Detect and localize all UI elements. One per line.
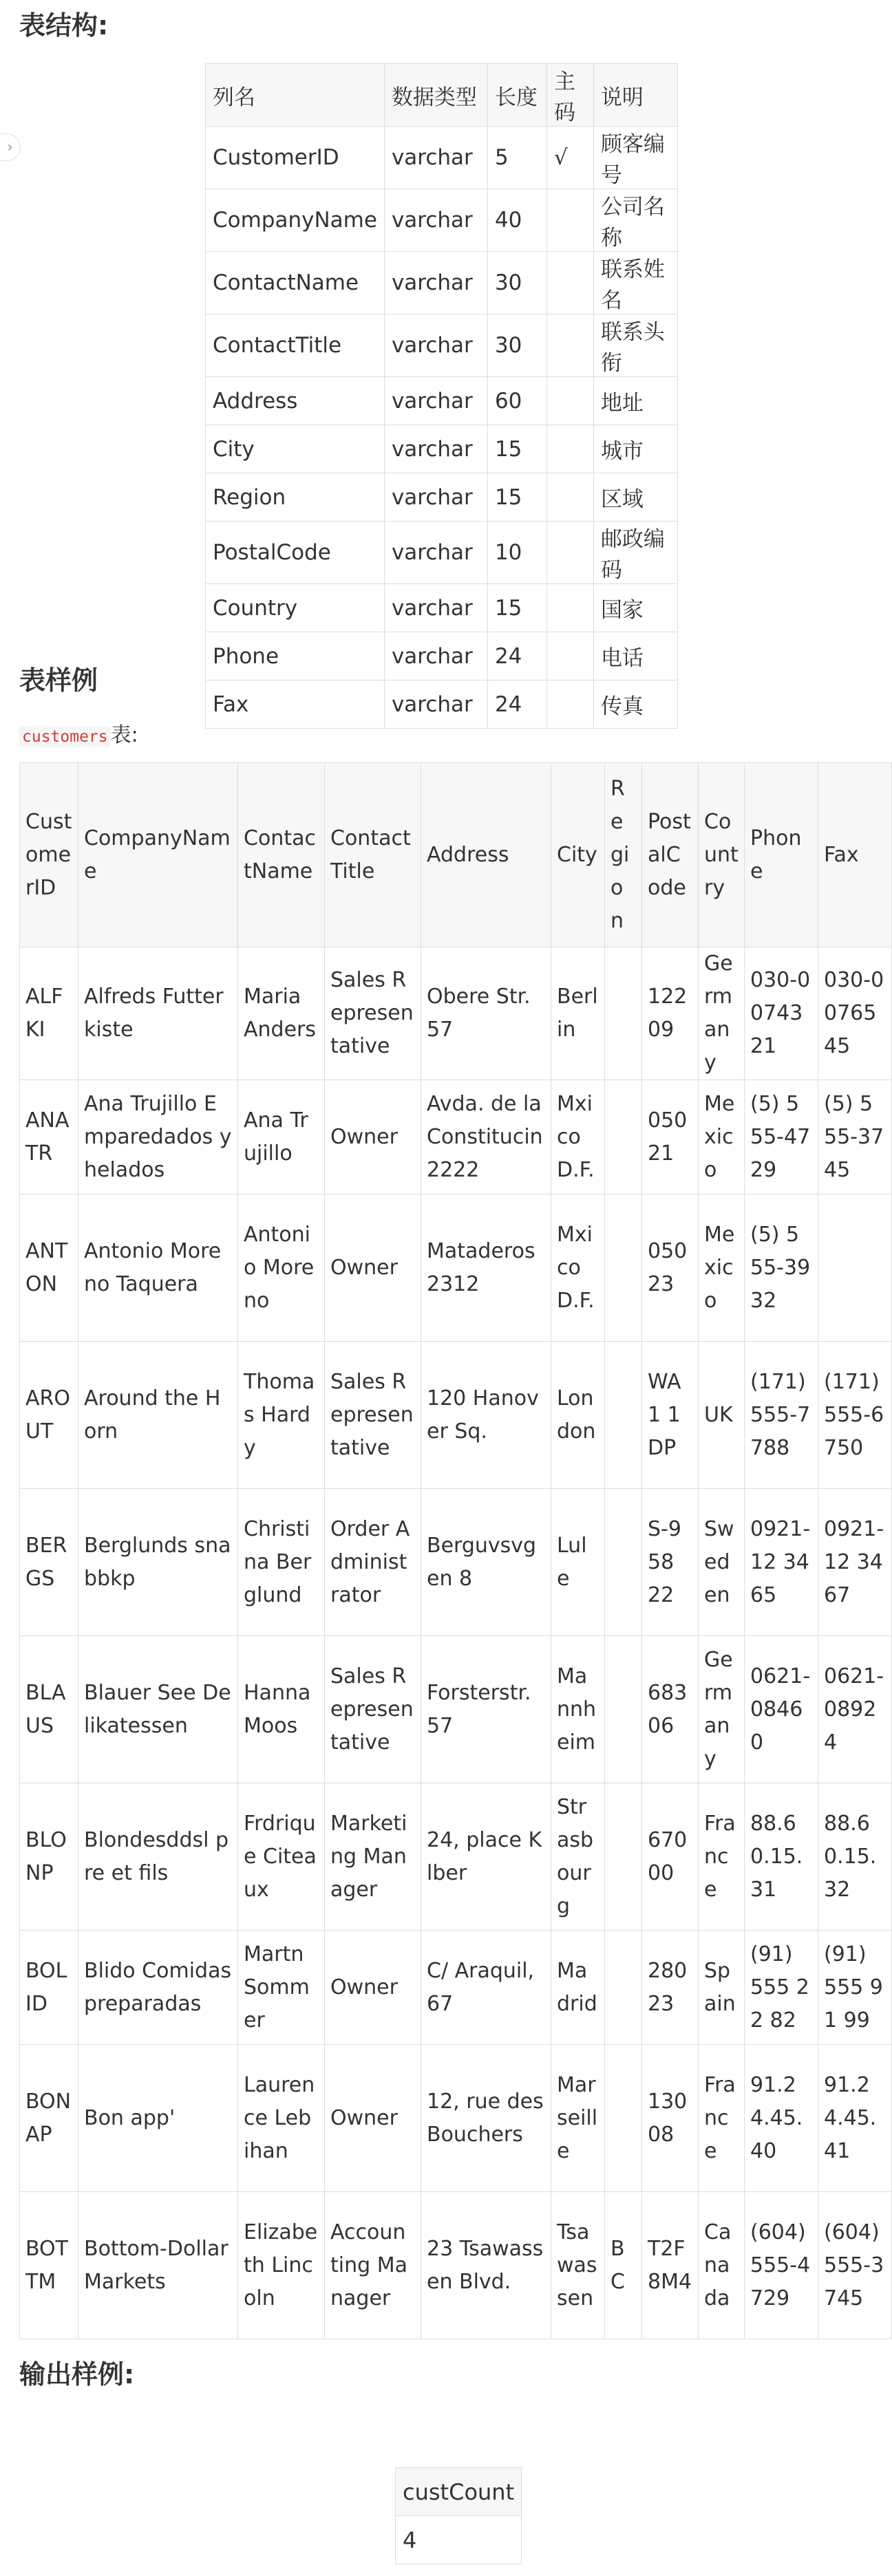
header-cell: PostalCode xyxy=(642,763,699,947)
header-cell: Country xyxy=(699,763,745,947)
table-cell: Owner xyxy=(325,1080,421,1194)
table-cell: (91) 555 22 82 xyxy=(745,1931,818,2045)
table-cell: Mxico D.F. xyxy=(551,1080,605,1194)
table-cell: 15 xyxy=(487,584,546,632)
table-cell: 国家 xyxy=(593,584,677,632)
table-cell: 城市 xyxy=(593,425,677,473)
table-row xyxy=(206,522,678,584)
table-cell: 0621-08460 xyxy=(745,1636,818,1783)
table-cell xyxy=(546,632,593,680)
sample-header-row xyxy=(20,763,892,947)
table-cell: Frdrique Citeaux xyxy=(238,1783,325,1931)
header-cell: 说明 xyxy=(593,64,677,127)
table-cell: Bon app' xyxy=(78,2045,238,2192)
table-cell xyxy=(546,252,593,314)
table-cell: 0921-12 34 65 xyxy=(745,1489,818,1636)
table-cell: WA1 1DP xyxy=(642,1342,699,1489)
table-cell: varchar xyxy=(384,473,487,522)
table-cell: BOTTM xyxy=(20,2192,78,2339)
table-cell: 地址 xyxy=(593,377,677,425)
table-cell: 24 xyxy=(487,632,546,680)
table-row xyxy=(206,632,678,680)
table-cell: 30 xyxy=(487,314,546,377)
chevron-right-icon: › xyxy=(7,138,13,156)
table-row xyxy=(20,2192,892,2339)
table-name-code: customers xyxy=(19,727,111,747)
table-cell: Elizabeth Lincoln xyxy=(238,2192,325,2339)
table-row xyxy=(20,1636,892,1783)
table-cell: 28023 xyxy=(642,1931,699,2045)
header-cell: 主码 xyxy=(546,64,593,127)
header-cell: Region xyxy=(605,763,642,947)
table-cell: 公司名称 xyxy=(593,189,677,252)
table-cell: London xyxy=(551,1342,605,1489)
header-cell: Address xyxy=(421,763,551,947)
table-cell: Blondesddsl pre et fils xyxy=(78,1783,238,1931)
sample-caption xyxy=(19,720,138,753)
table-cell: France xyxy=(699,2045,745,2192)
table-row xyxy=(20,1342,892,1489)
table-cell: Sales Representative xyxy=(325,947,421,1080)
table-cell: Marseille xyxy=(551,2045,605,2192)
header-cell: CompanyName xyxy=(78,763,238,947)
table-cell: 联系姓名 xyxy=(593,252,677,314)
table-row xyxy=(20,1194,892,1342)
table-cell xyxy=(605,1783,642,1931)
table-cell: Mannheim xyxy=(551,1636,605,1783)
table-cell: Lule xyxy=(551,1489,605,1636)
table-cell: (5) 555-4729 xyxy=(745,1080,818,1194)
header-cell: 列名 xyxy=(206,64,385,127)
table-cell: BLAUS xyxy=(20,1636,78,1783)
table-cell: T2F 8M4 xyxy=(642,2192,699,2339)
table-cell: 24, place Klber xyxy=(421,1783,551,1931)
table-cell xyxy=(546,425,593,473)
header-cell: CustomerID xyxy=(20,763,78,947)
table-cell: Around the Horn xyxy=(78,1342,238,1489)
table-cell: Mexico xyxy=(699,1194,745,1342)
table-cell: 13008 xyxy=(642,2045,699,2192)
table-cell: Mataderos 2312 xyxy=(421,1194,551,1342)
table-cell: Forsterstr. 57 xyxy=(421,1636,551,1783)
table-cell: Ana Trujillo Emparedados y helados xyxy=(78,1080,238,1194)
structure-table xyxy=(205,63,678,729)
table-cell: France xyxy=(699,1783,745,1931)
table-cell: Owner xyxy=(325,1931,421,2045)
table-cell: 12, rue des Bouchers xyxy=(421,2045,551,2192)
table-cell: 4 xyxy=(396,2516,522,2564)
table-cell: Sweden xyxy=(699,1489,745,1636)
table-cell: Maria Anders xyxy=(238,947,325,1080)
table-cell: 15 xyxy=(487,425,546,473)
table-cell: 12209 xyxy=(642,947,699,1080)
table-cell xyxy=(605,1342,642,1489)
table-row xyxy=(396,2516,522,2564)
output-header-row xyxy=(396,2468,522,2516)
table-cell: BONAP xyxy=(20,2045,78,2192)
table-cell: CustomerID xyxy=(206,127,385,189)
table-cell: varchar xyxy=(384,632,487,680)
table-cell: varchar xyxy=(384,127,487,189)
table-cell: Berlin xyxy=(551,947,605,1080)
header-cell: Fax xyxy=(818,763,892,947)
table-cell: 23 Tsawassen Blvd. xyxy=(421,2192,551,2339)
sidebar-toggle-button[interactable] xyxy=(0,133,21,161)
table-row xyxy=(206,473,678,522)
table-cell: varchar xyxy=(384,425,487,473)
table-cell: Fax xyxy=(206,680,385,729)
table-cell: AROUT xyxy=(20,1342,78,1489)
table-cell: C/ Araquil, 67 xyxy=(421,1931,551,2045)
table-cell: √ xyxy=(546,127,593,189)
table-cell: 0621-08924 xyxy=(818,1636,892,1783)
table-row xyxy=(206,584,678,632)
table-cell: 传真 xyxy=(593,680,677,729)
table-row xyxy=(206,189,678,252)
table-cell: (171) 555-6750 xyxy=(818,1342,892,1489)
table-cell: 030-0074321 xyxy=(745,947,818,1080)
table-cell: 0921-12 34 67 xyxy=(818,1489,892,1636)
table-cell: Sales Representative xyxy=(325,1636,421,1783)
caption-suffix: 表: xyxy=(110,723,138,747)
table-cell: 91.24.45.41 xyxy=(818,2045,892,2192)
table-cell: UK xyxy=(699,1342,745,1489)
table-cell: 120 Hanover Sq. xyxy=(421,1342,551,1489)
table-cell: Marketing Manager xyxy=(325,1783,421,1931)
table-cell: varchar xyxy=(384,314,487,377)
table-cell: Mexico xyxy=(699,1080,745,1194)
output-heading: 输出样例: xyxy=(19,2359,135,2390)
table-cell: 05021 xyxy=(642,1080,699,1194)
table-cell xyxy=(605,1489,642,1636)
table-cell: 电话 xyxy=(593,632,677,680)
table-cell: varchar xyxy=(384,584,487,632)
table-cell: Germany xyxy=(699,1636,745,1783)
table-cell: 60 xyxy=(487,377,546,425)
table-cell: Phone xyxy=(206,632,385,680)
table-row xyxy=(206,127,678,189)
table-cell: 区域 xyxy=(593,473,677,522)
table-cell: Hanna Moos xyxy=(238,1636,325,1783)
table-cell: varchar xyxy=(384,680,487,729)
table-cell: CompanyName xyxy=(206,189,385,252)
table-cell: 5 xyxy=(487,127,546,189)
table-cell xyxy=(546,522,593,584)
table-row xyxy=(206,252,678,314)
table-cell xyxy=(605,1931,642,2045)
table-cell: Country xyxy=(206,584,385,632)
table-cell: 88.60.15.31 xyxy=(745,1783,818,1931)
table-cell: Tsawassen xyxy=(551,2192,605,2339)
table-cell: varchar xyxy=(384,252,487,314)
table-cell: Ana Trujillo xyxy=(238,1080,325,1194)
table-cell: Obere Str. 57 xyxy=(421,947,551,1080)
table-cell: Laurence Lebihan xyxy=(238,2045,325,2192)
table-cell: BC xyxy=(605,2192,642,2339)
structure-heading: 表结构: xyxy=(19,10,109,41)
table-cell: Madrid xyxy=(551,1931,605,2045)
table-cell xyxy=(546,377,593,425)
table-cell: 40 xyxy=(487,189,546,252)
table-cell: varchar xyxy=(384,522,487,584)
table-row xyxy=(206,425,678,473)
table-row xyxy=(206,314,678,377)
table-row xyxy=(20,947,892,1080)
table-cell: Spain xyxy=(699,1931,745,2045)
table-cell: Order Administrator xyxy=(325,1489,421,1636)
output-table xyxy=(395,2467,522,2564)
table-cell: Owner xyxy=(325,2045,421,2192)
table-cell: ALFKI xyxy=(20,947,78,1080)
table-cell: 顾客编号 xyxy=(593,127,677,189)
table-cell: Region xyxy=(206,473,385,522)
table-cell: 05023 xyxy=(642,1194,699,1342)
table-cell: Antonio Moreno Taquera xyxy=(78,1194,238,1342)
table-cell: ContactTitle xyxy=(206,314,385,377)
table-cell: 67000 xyxy=(642,1783,699,1931)
table-cell: Blido Comidas preparadas xyxy=(78,1931,238,2045)
table-cell: 10 xyxy=(487,522,546,584)
table-cell: Owner xyxy=(325,1194,421,1342)
table-cell: BLONP xyxy=(20,1783,78,1931)
table-row xyxy=(20,1080,892,1194)
header-cell: custCount xyxy=(396,2468,522,2516)
table-cell: ANTON xyxy=(20,1194,78,1342)
header-cell: Phone xyxy=(745,763,818,947)
table-cell xyxy=(605,1636,642,1783)
table-cell: 030-0076545 xyxy=(818,947,892,1080)
table-cell: varchar xyxy=(384,377,487,425)
sample-table xyxy=(19,762,892,2339)
table-cell: Canada xyxy=(699,2192,745,2339)
table-cell xyxy=(546,314,593,377)
table-cell: Address xyxy=(206,377,385,425)
table-cell: (604) 555-4729 xyxy=(745,2192,818,2339)
table-cell: Avda. de la Constitucin 2222 xyxy=(421,1080,551,1194)
table-cell: Accounting Manager xyxy=(325,2192,421,2339)
table-cell: S-958 22 xyxy=(642,1489,699,1636)
header-cell: ContactName xyxy=(238,763,325,947)
table-row xyxy=(20,2045,892,2192)
table-cell xyxy=(546,680,593,729)
table-cell: Germany xyxy=(699,947,745,1080)
table-cell: Strasbourg xyxy=(551,1783,605,1931)
table-cell: Antonio Moreno xyxy=(238,1194,325,1342)
table-cell: BOLID xyxy=(20,1931,78,2045)
table-cell: ContactName xyxy=(206,252,385,314)
table-cell: Berglunds snabbkp xyxy=(78,1489,238,1636)
table-cell: varchar xyxy=(384,189,487,252)
header-cell: ContactTitle xyxy=(325,763,421,947)
table-cell: 68306 xyxy=(642,1636,699,1783)
table-cell: Christina Berglund xyxy=(238,1489,325,1636)
table-cell: 联系头衔 xyxy=(593,314,677,377)
table-cell: Bottom-Dollar Markets xyxy=(78,2192,238,2339)
table-cell xyxy=(818,1194,892,1342)
table-cell: PostalCode xyxy=(206,522,385,584)
table-cell xyxy=(546,189,593,252)
table-cell: (604) 555-3745 xyxy=(818,2192,892,2339)
table-cell: 88.60.15.32 xyxy=(818,1783,892,1931)
table-cell xyxy=(605,2045,642,2192)
table-cell: Martn Sommer xyxy=(238,1931,325,2045)
table-row xyxy=(20,1489,892,1636)
table-cell: 24 xyxy=(487,680,546,729)
table-cell: 30 xyxy=(487,252,546,314)
table-cell: Alfreds Futterkiste xyxy=(78,947,238,1080)
table-cell: BERGS xyxy=(20,1489,78,1636)
sample-heading: 表样例 xyxy=(19,665,98,696)
table-row xyxy=(206,680,678,729)
table-cell: Thomas Hardy xyxy=(238,1342,325,1489)
table-cell: 邮政编码 xyxy=(593,522,677,584)
table-cell: (5) 555-3932 xyxy=(745,1194,818,1342)
table-cell: ANATR xyxy=(20,1080,78,1194)
table-cell: 91.24.45.40 xyxy=(745,2045,818,2192)
table-row xyxy=(206,377,678,425)
structure-header-row xyxy=(206,64,678,127)
header-cell: 数据类型 xyxy=(384,64,487,127)
table-cell: (5) 555-3745 xyxy=(818,1080,892,1194)
table-cell: Berguvsvgen 8 xyxy=(421,1489,551,1636)
table-cell: (171) 555-7788 xyxy=(745,1342,818,1489)
table-cell xyxy=(546,473,593,522)
table-cell xyxy=(546,584,593,632)
table-cell xyxy=(605,1080,642,1194)
header-cell: City xyxy=(551,763,605,947)
table-row xyxy=(20,1931,892,2045)
table-cell: Mxico D.F. xyxy=(551,1194,605,1342)
table-row xyxy=(20,1783,892,1931)
table-cell: City xyxy=(206,425,385,473)
table-cell xyxy=(605,947,642,1080)
table-cell: Sales Representative xyxy=(325,1342,421,1489)
table-cell xyxy=(605,1194,642,1342)
header-cell: 长度 xyxy=(487,64,546,127)
table-cell: Blauer See Delikatessen xyxy=(78,1636,238,1783)
table-cell: 15 xyxy=(487,473,546,522)
table-cell: (91) 555 91 99 xyxy=(818,1931,892,2045)
